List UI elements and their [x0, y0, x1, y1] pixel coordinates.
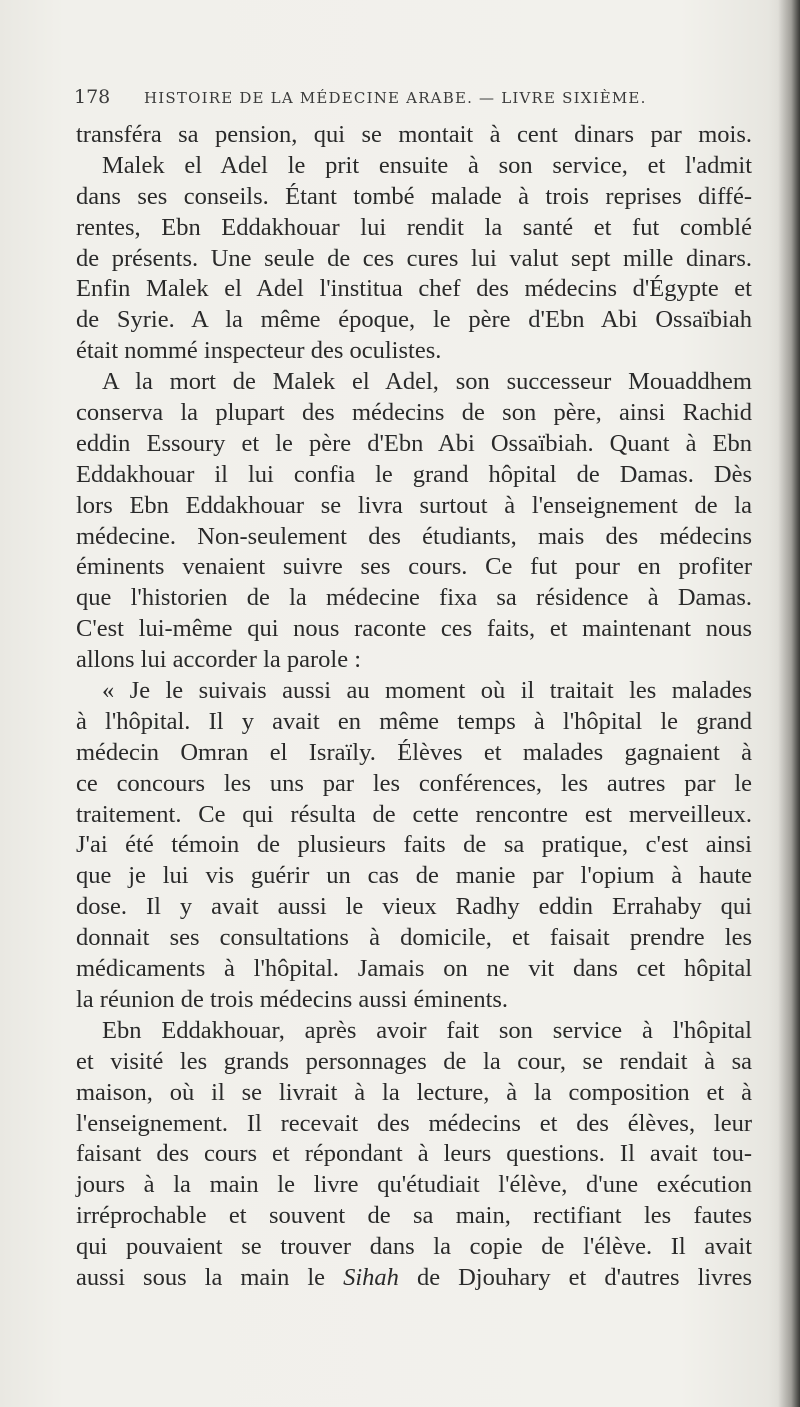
text-line-final — [76, 1263, 752, 1294]
text-line: médicaments à l'hôpital. Jamais on ne vit dans cet hôpital — [76, 955, 752, 983]
text-line: médecine. Non-seulement des étudiants, mais des médecins — [76, 522, 752, 550]
text-line: A la mort de Malek el Adel, son successeur Mouaddhem — [102, 368, 752, 396]
book-title-sihah: Sihah — [343, 1263, 399, 1291]
text-line: Malek el Adel le prit ensuite à son service, et l'admit — [102, 151, 752, 179]
text-line: de Syrie. A la même époque, le père d'Ebn Abi Ossaïbiah — [76, 306, 752, 334]
text-line: conserva la plupart des médecins de son père, ainsi Rachid — [76, 399, 752, 427]
text-line: traitement. Ce qui résulta de cette rencontre est merveilleux. — [76, 800, 752, 828]
text-line: l'enseignement. Il recevait des médecins et des élèves, leur — [76, 1109, 752, 1137]
text-line: médecin Omran el Israïly. Élèves et malades gagnaient à — [76, 738, 752, 766]
text-line: faisant des cours et répondant à leurs questions. Il avait tou- — [76, 1140, 752, 1168]
text-line: et visité les grands personnages de la cour, se rendait à sa — [76, 1047, 752, 1075]
text-line: donnait ses consultations à domicile, et faisait prendre les — [76, 924, 752, 952]
text-line: rentes, Ebn Eddakhouar lui rendit la santé et fut comblé — [76, 213, 752, 241]
running-title: HISTOIRE DE LA MÉDECINE ARABE. — LIVRE SIXIÈME. — [144, 89, 647, 107]
text-line: de présents. Une seule de ces cures lui valut sept mille dinars. — [76, 244, 752, 272]
text-line: irréprochable et souvent de sa main, rectifiant les fautes — [76, 1202, 752, 1230]
text-line: « Je le suivais aussi au moment où il traitait les malades — [102, 677, 752, 705]
text-line: allons lui accorder la parole : — [76, 646, 362, 674]
text-line: était nommé inspecteur des oculistes. — [76, 337, 442, 365]
text-line: qui pouvaient se trouver dans la copie de l'élève. Il avait — [76, 1233, 752, 1261]
text-line: que l'historien de la médecine fixa sa résidence à Damas. — [76, 584, 752, 612]
text-line: que je lui vis guérir un cas de manie par l'opium à haute — [76, 862, 752, 890]
text-line: Ebn Eddakhouar, après avoir fait son service à l'hôpital — [102, 1016, 752, 1044]
text-line: Enfin Malek el Adel l'institua chef des médecins d'Égypte et — [76, 275, 752, 303]
text-line: ce concours les uns par les conférences, les autres par le — [76, 769, 752, 797]
text-line: eddin Essoury et le père d'Ebn Abi Ossaïbiah. Quant à Ebn — [76, 429, 752, 457]
text-line: éminents venaient suivre ses cours. Ce fut pour en profiter — [76, 553, 752, 581]
book-spine-shadow — [778, 0, 800, 1407]
text-line: dose. Il y avait aussi le vieux Radhy eddin Errahaby qui — [76, 893, 752, 921]
body-text — [76, 120, 752, 1294]
text-line: Eddakhouar il lui confia le grand hôpital de Damas. Dès — [76, 460, 752, 488]
text-line: J'ai été témoin de plusieurs faits de sa pratique, c'est ainsi — [76, 831, 752, 859]
final-line-start: aussi sous la main le — [76, 1263, 344, 1291]
text-line: C'est lui-même qui nous raconte ces faits, et maintenant nous — [76, 615, 752, 643]
text-line: transféra sa pension, qui se montait à cent dinars par mois. — [76, 121, 752, 148]
text-line: jours à la main le livre qu'étudiait l'élève, d'une exécution — [76, 1171, 752, 1199]
running-head — [74, 86, 754, 112]
page-number: 178 — [74, 86, 111, 108]
text-line: lors Ebn Eddakhouar se livra surtout à l'enseignement de la — [76, 491, 752, 519]
text-line: la réunion de trois médecins aussi éminents. — [76, 985, 509, 1013]
text-line: dans ses conseils. Étant tombé malade à trois reprises diffé- — [76, 182, 752, 210]
final-line-end: de Djouhary et d'autres livres — [398, 1263, 753, 1291]
text-line: maison, où il se livrait à la lecture, à la composition et à — [76, 1078, 752, 1106]
text-line: à l'hôpital. Il y avait en même temps à l'hôpital le grand — [76, 707, 752, 735]
